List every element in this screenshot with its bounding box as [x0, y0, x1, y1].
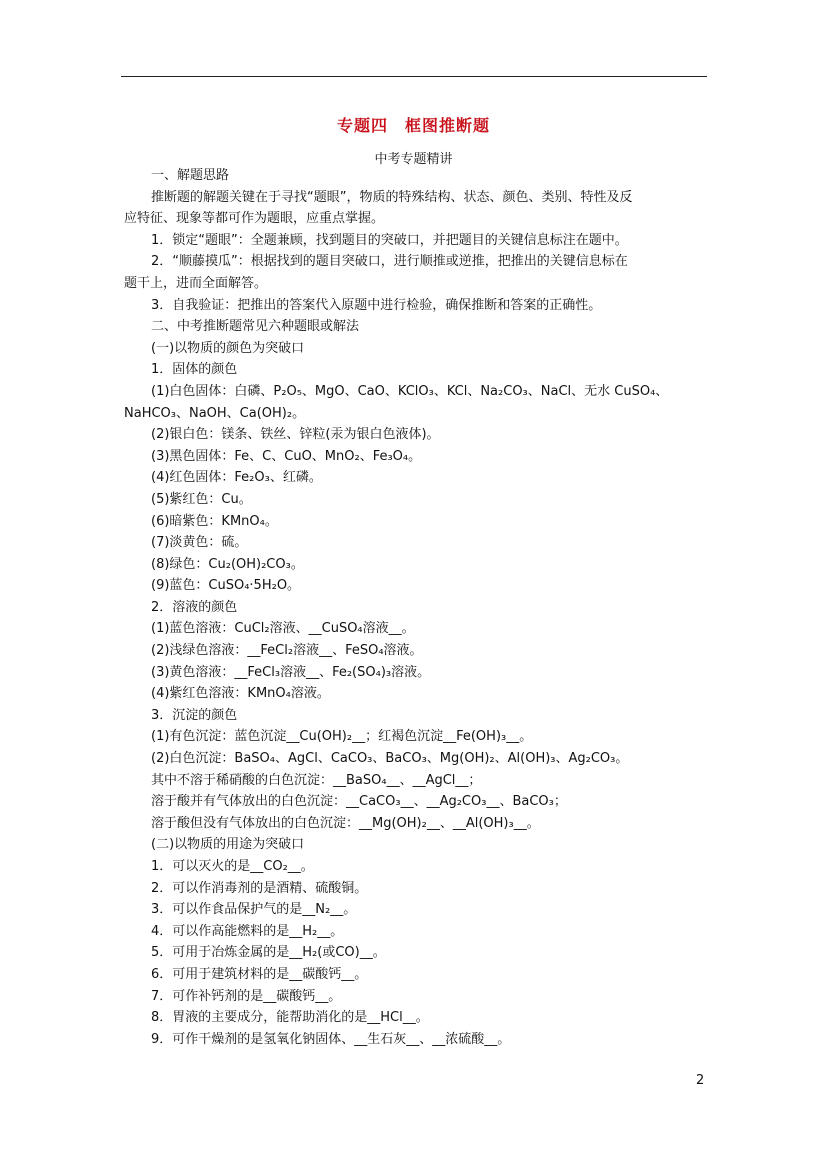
text-line: 1．可以灭火的是__CO₂__。: [151, 859, 314, 874]
text-line: 3．沉淀的颜色: [151, 707, 238, 723]
page-number: 2: [696, 1073, 705, 1088]
text-line: (4)红色固体：Fe₂O₃、红磷。: [151, 470, 322, 486]
text-line: (3)黄色溶液：__FeCl₃溶液__、Fe₂(SO₄)₃溶液。: [151, 664, 431, 680]
text-line: 溶于酸但没有气体放出的白色沉淀：__Mg(OH)₂__、__Al(OH)₃__。: [151, 815, 540, 831]
header-rule: [121, 76, 707, 77]
page-title: 专题四 框图推断题: [336, 116, 490, 135]
text-line: 3．可以作食品保护气的是__N₂__。: [151, 902, 357, 918]
text-line: 溶于酸并有气体放出的白色沉淀：__CaCO₃__、__Ag₂CO₃__、BaCO₃；: [151, 794, 567, 810]
text-line: (5)紫红色：Cu。: [151, 491, 252, 507]
text-line: (9)蓝色：CuSO₄·5H₂O。: [151, 578, 301, 594]
text-line: 5．可用于冶炼金属的是__H₂(或CO)__。: [151, 945, 386, 961]
text-line: 3．自我验证：把推出的答案代入原题中进行检验，确保推断和答案的正确性。: [151, 297, 602, 313]
text-line: 7．可作补钙剂的是__碳酸钙__。: [151, 988, 342, 1004]
text-line: 2．“顺藤摸瓜”：根据找到的题目突破口，进行顺推或逆推，把推出的关键信息标在: [151, 254, 628, 270]
text-line: 8．胃液的主要成分，能帮助消化的是__HCl__。: [151, 1010, 429, 1026]
text-line: (2)银白色：镁条、铁丝、锌粒(汞为银白色液体)。: [151, 427, 440, 443]
text-line: (一)以物质的颜色为突破口: [151, 340, 305, 356]
text-line: 二、中考推断题常见六种题眼或解法: [151, 319, 360, 335]
page-subtitle: 中考专题精讲: [374, 152, 453, 167]
text-line: (4)紫红色溶液：KMnO₄溶液。: [151, 686, 330, 702]
text-line: (8)绿色：Cu₂(OH)₂CO₃。: [151, 556, 304, 572]
text-line: (7)淡黄色：硫。: [151, 535, 248, 551]
text-line: 9．可作干燥剂的是氢氧化钠固体、__生石灰__、__浓硫酸__。: [151, 1031, 511, 1047]
text-line: (1)白色固体：白磷、P₂O₅、MgO、CaO、KClO₃、KCl、Na₂CO₃、NaCl、无水 CuSO₄、: [151, 383, 669, 399]
text-line: 应特征、现象等都可作为题眼，应重点掌握。: [124, 211, 385, 227]
text-line: 6．可用于建筑材料的是__碳酸钙__。: [151, 966, 368, 982]
text-line: NaHCO₃、NaOH、Ca(OH)₂。: [124, 405, 306, 421]
text-line: 2．溶液的颜色: [151, 599, 238, 615]
text-line: 推断题的解题关键在于寻找“题眼”，物质的特殊结构、状态、颜色、类别、特性及反: [151, 189, 633, 205]
text-line: (2)浅绿色溶液：__FeCl₂溶液__、FeSO₄溶液。: [151, 643, 423, 659]
text-line: 2．可以作消毒剂的是酒精、硫酸铜。: [151, 880, 368, 896]
text-line: 1．锁定“题眼”：全题兼顾，找到题目的突破口，并把题目的关键信息标注在题中。: [151, 232, 628, 248]
text-line: 一、解题思路: [151, 168, 230, 183]
text-line: (2)白色沉淀：BaSO₄、AgCl、CaCO₃、BaCO₃、Mg(OH)₂、Al(OH)₃、Ag₂CO₃。: [151, 751, 629, 767]
text-line: (6)暗紫色：KMnO₄。: [151, 513, 278, 529]
text-line: 题干上，进而全面解答。: [124, 275, 268, 291]
text-line: 1．固体的颜色: [151, 362, 238, 378]
document-body: [124, 165, 708, 1050]
text-line: (1)有色沉淀：蓝色沉淀__Cu(OH)₂__；红褐色沉淀__Fe(OH)₃__。: [151, 729, 533, 745]
text-line: (二)以物质的用途为突破口: [151, 837, 305, 853]
text-line: (3)黑色固体：Fe、C、CuO、MnO₂、Fe₃O₄。: [151, 448, 422, 464]
text-line: 4．可以作高能燃料的是__H₂__。: [151, 923, 344, 939]
text-line: (1)蓝色溶液：CuCl₂溶液、__CuSO₄溶液__。: [151, 621, 415, 637]
text-line: 其中不溶于稀硝酸的白色沉淀：__BaSO₄__、__AgCl__；: [151, 772, 482, 788]
